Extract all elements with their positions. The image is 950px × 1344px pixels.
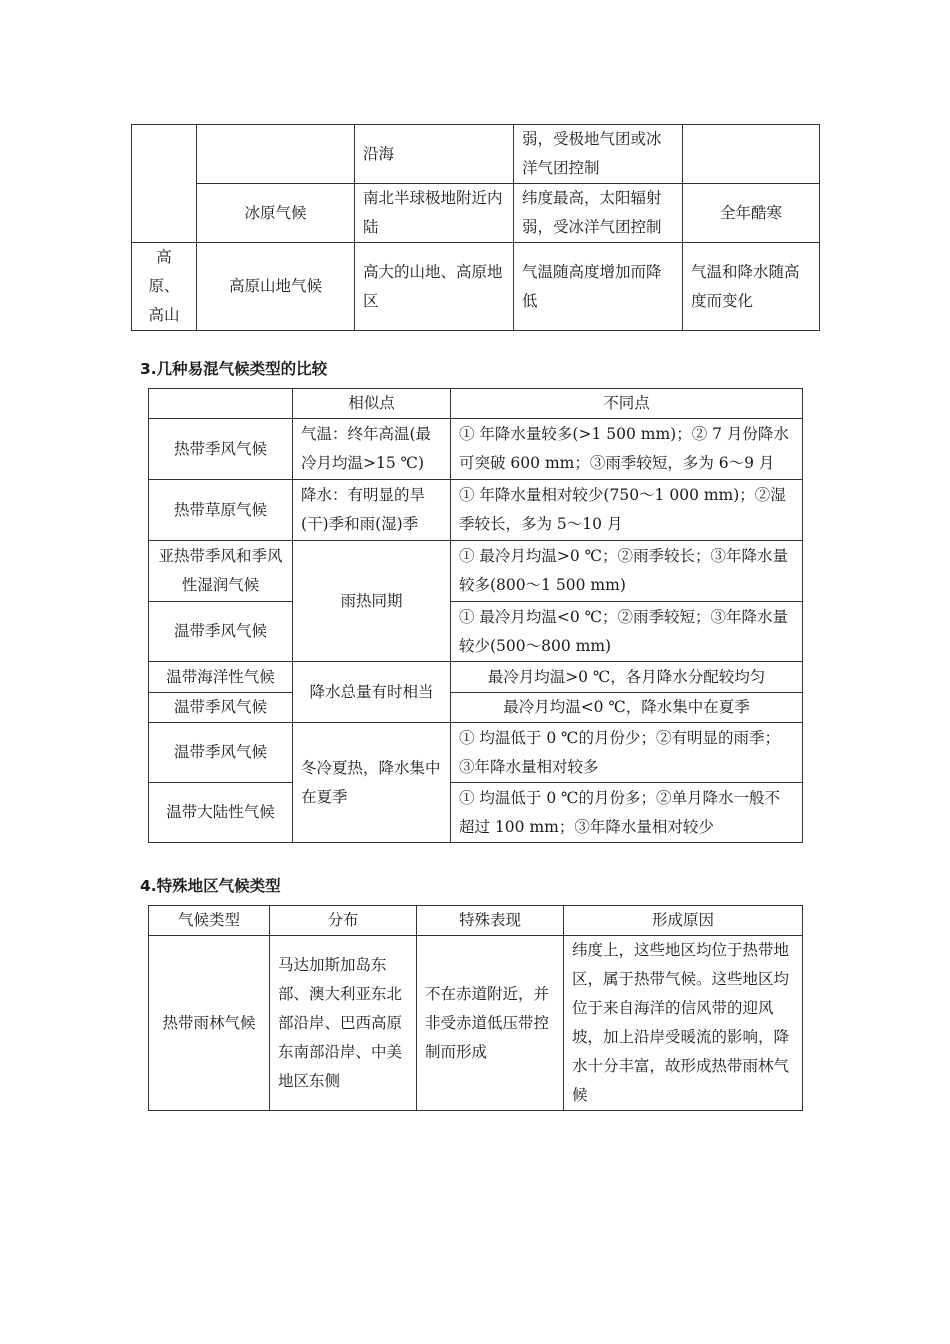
climate-type-cell: 温带季风气候 — [149, 693, 293, 723]
climate-type-cell: 温带大陆性气候 — [149, 783, 293, 843]
header-cell: 不同点 — [451, 389, 803, 419]
similarity-cell: 雨热同期 — [293, 541, 451, 662]
climate-type-cell: 热带季风气候 — [149, 419, 293, 480]
header-cell: 分布 — [270, 906, 417, 936]
climate-type-cell: 热带雨林气候 — [149, 936, 270, 1111]
table-cell: 气温和降水随高度而变化 — [683, 243, 820, 331]
difference-cell: ① 最冷月均温>0 ℃；②雨季较长；③年降水量较多(800～1 500 mm) — [451, 541, 803, 602]
similarity-cell: 冬冷夏热，降水集中在夏季 — [293, 723, 451, 843]
climate-type-cell: 热带草原气候 — [149, 480, 293, 541]
header-cell: 相似点 — [293, 389, 451, 419]
table-cell: 全年酷寒 — [683, 184, 820, 243]
difference-cell: ① 均温低于 0 ℃的月份少；②有明显的雨季；③年降水量相对较多 — [451, 723, 803, 783]
reason-cell: 纬度上，这些地区均位于热带地区，属于热带气候。这些地区均位于来自海洋的信风带的迎风坡，加上沿岸受暖流的影响，降水十分丰富，故形成热带雨林气候 — [564, 936, 803, 1111]
comparison-table — [148, 388, 803, 843]
climate-type-cell: 温带季风气候 — [149, 602, 293, 662]
header-cell — [149, 389, 293, 419]
difference-cell: 最冷月均温>0 ℃，各月降水分配较均匀 — [451, 662, 803, 693]
climate-continuation-table — [131, 124, 820, 331]
header-cell: 特殊表现 — [417, 906, 564, 936]
table-cell: 南北半球极地附近内陆 — [355, 184, 514, 243]
similarity-cell: 降水总量有时相当 — [293, 662, 451, 723]
feature-cell: 不在赤道附近，并非受赤道低压带控制而形成 — [417, 936, 564, 1111]
table-cell: 纬度最高，太阳辐射弱，受冰洋气团控制 — [514, 184, 683, 243]
climate-type-cell: 温带海洋性气候 — [149, 662, 293, 693]
table-cell: 高原、高山 — [132, 243, 197, 331]
difference-cell: ① 均温低于 0 ℃的月份多；②单月降水一般不超过 100 mm；③年降水量相对较少 — [451, 783, 803, 843]
difference-cell: ① 最冷月均温<0 ℃；②雨季较短；③年降水量较少(500～800 mm) — [451, 602, 803, 662]
section-4-title: 4.特殊地区气候类型 — [140, 877, 281, 895]
difference-cell: ① 年降水量相对较少(750～1 000 mm)；②湿季较长，多为 5～10 月 — [451, 480, 803, 541]
distribution-cell: 马达加斯加岛东部、澳大利亚东北部沿岸、巴西高原东南部沿岸、中美地区东侧 — [270, 936, 417, 1111]
difference-cell: ① 年降水量较多(>1 500 mm)；② 7 月份降水可突破 600 mm；③雨季较短，多为 6～9 月 — [451, 419, 803, 480]
section-3-title: 3.几种易混气候类型的比较 — [140, 360, 328, 378]
table-cell: 高原山地气候 — [197, 243, 355, 331]
header-cell: 形成原因 — [564, 906, 803, 936]
table-cell — [197, 125, 355, 184]
similarity-cell: 降水：有明显的旱(干)季和雨(湿)季 — [293, 480, 451, 541]
header-cell: 气候类型 — [149, 906, 270, 936]
climate-type-cell: 亚热带季风和季风性湿润气候 — [149, 541, 293, 602]
table-cell: 弱，受极地气团或冰洋气团控制 — [514, 125, 683, 184]
table-cell: 气温随高度增加而降低 — [514, 243, 683, 331]
similarity-cell: 气温：终年高温(最冷月均温>15 ℃) — [293, 419, 451, 480]
special-climate-table — [148, 905, 803, 1111]
table-cell: 冰原气候 — [197, 184, 355, 243]
table-cell: 高大的山地、高原地区 — [355, 243, 514, 331]
table-cell: 沿海 — [355, 125, 514, 184]
table-cell — [683, 125, 820, 184]
table-cell — [132, 125, 197, 243]
climate-type-cell: 温带季风气候 — [149, 723, 293, 783]
difference-cell: 最冷月均温<0 ℃，降水集中在夏季 — [451, 693, 803, 723]
